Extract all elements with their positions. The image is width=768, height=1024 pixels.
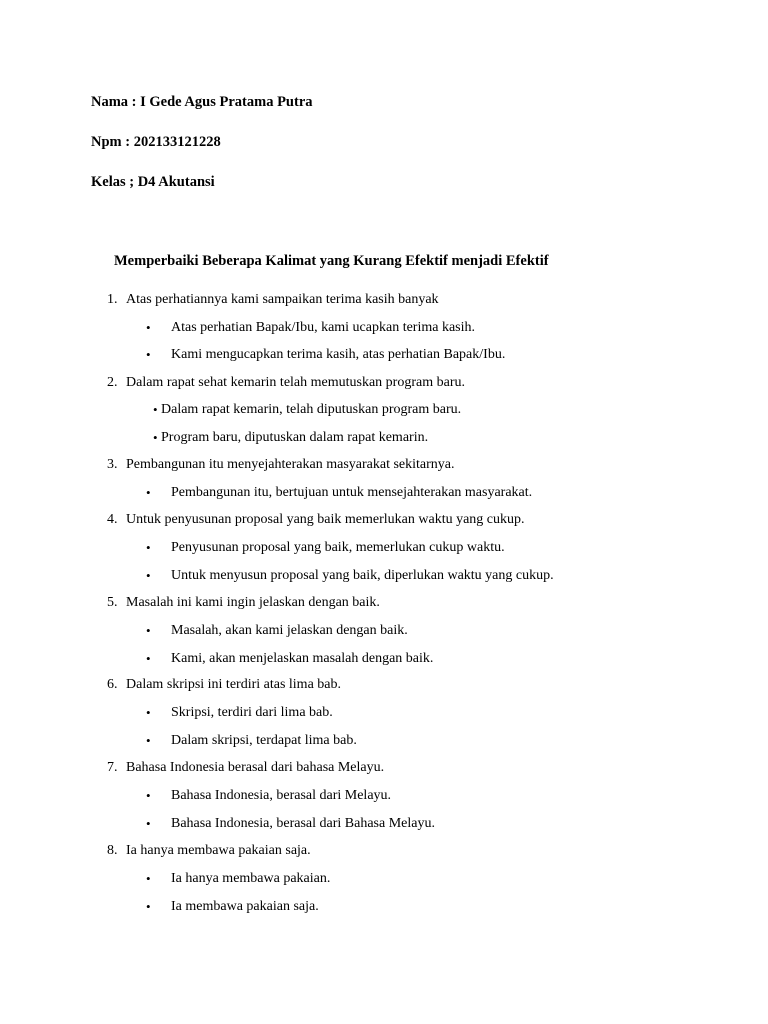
fix-sentence: Penyusunan proposal yang baik, memerlukan cukup waktu. (171, 540, 505, 555)
bullet-icon: • (146, 623, 151, 638)
item-number: 7. (107, 760, 118, 775)
item-number: 1. (107, 292, 118, 307)
bullet-icon: • (146, 347, 151, 362)
item-sentence: Pembangunan itu menyejahterakan masyarakat sekitarnya. (126, 457, 455, 472)
item-number: 3. (107, 457, 118, 472)
fix-sentence: Program baru, diputuskan dalam rapat kemarin. (161, 430, 429, 445)
student-npm: Npm : 202133121228 (91, 134, 221, 150)
bullet-icon: • (146, 899, 151, 914)
bullet-icon: • (146, 651, 151, 666)
fix-sentence: Dalam rapat kemarin, telah diputuskan program baru. (161, 402, 462, 417)
fix-sentence: Bahasa Indonesia, berasal dari Melayu. (171, 788, 392, 803)
item-sentence: Masalah ini kami ingin jelaskan dengan baik. (126, 595, 380, 610)
fix-sentence: Kami, akan menjelaskan masalah dengan baik. (171, 651, 434, 666)
fix-sentence: Skripsi, terdiri dari lima bab. (171, 705, 333, 720)
bullet-icon: • (146, 320, 151, 335)
fix-sentence: Dalam skripsi, terdapat lima bab. (171, 733, 357, 748)
student-name: Nama : I Gede Agus Pratama Putra (91, 94, 313, 110)
document-title: Memperbaiki Beberapa Kalimat yang Kurang Efektif menjadi Efektif (114, 253, 549, 269)
fix-sentence: Atas perhatian Bapak/Ibu, kami ucapkan terima kasih. (171, 320, 476, 335)
item-sentence: Dalam rapat sehat kemarin telah memutuskan program baru. (126, 375, 465, 390)
item-number: 8. (107, 843, 118, 858)
bullet-icon: • (146, 871, 151, 886)
item-number: 2. (107, 375, 118, 390)
bullet-icon: • (153, 402, 158, 417)
bullet-icon: • (146, 485, 151, 500)
item-number: 4. (107, 512, 118, 527)
item-sentence: Bahasa Indonesia berasal dari bahasa Melayu. (126, 760, 385, 775)
fix-sentence: Ia hanya membawa pakaian. (171, 871, 331, 886)
bullet-icon: • (146, 705, 151, 720)
fix-sentence: Untuk menyusun proposal yang baik, diperlukan waktu yang cukup. (171, 568, 554, 583)
fix-sentence: Masalah, akan kami jelaskan dengan baik. (171, 623, 408, 638)
fix-sentence: Kami mengucapkan terima kasih, atas perhatian Bapak/Ibu. (171, 347, 506, 362)
fix-sentence: Ia membawa pakaian saja. (171, 899, 319, 914)
item-sentence: Ia hanya membawa pakaian saja. (126, 843, 311, 858)
item-sentence: Atas perhatiannya kami sampaikan terima kasih banyak (126, 292, 439, 307)
bullet-icon: • (146, 788, 151, 803)
fix-sentence: Pembangunan itu, bertujuan untuk mensejahterakan masyarakat. (171, 485, 533, 500)
bullet-icon: • (146, 816, 151, 831)
item-number: 5. (107, 595, 118, 610)
bullet-icon: • (153, 430, 158, 445)
student-class: Kelas ; D4 Akutansi (91, 174, 215, 190)
bullet-icon: • (146, 540, 151, 555)
item-sentence: Dalam skripsi ini terdiri atas lima bab. (126, 677, 342, 692)
bullet-icon: • (146, 568, 151, 583)
bullet-icon: • (146, 733, 151, 748)
item-number: 6. (107, 677, 118, 692)
item-sentence: Untuk penyusunan proposal yang baik memerlukan waktu yang cukup. (126, 512, 525, 527)
fix-sentence: Bahasa Indonesia, berasal dari Bahasa Melayu. (171, 816, 435, 831)
